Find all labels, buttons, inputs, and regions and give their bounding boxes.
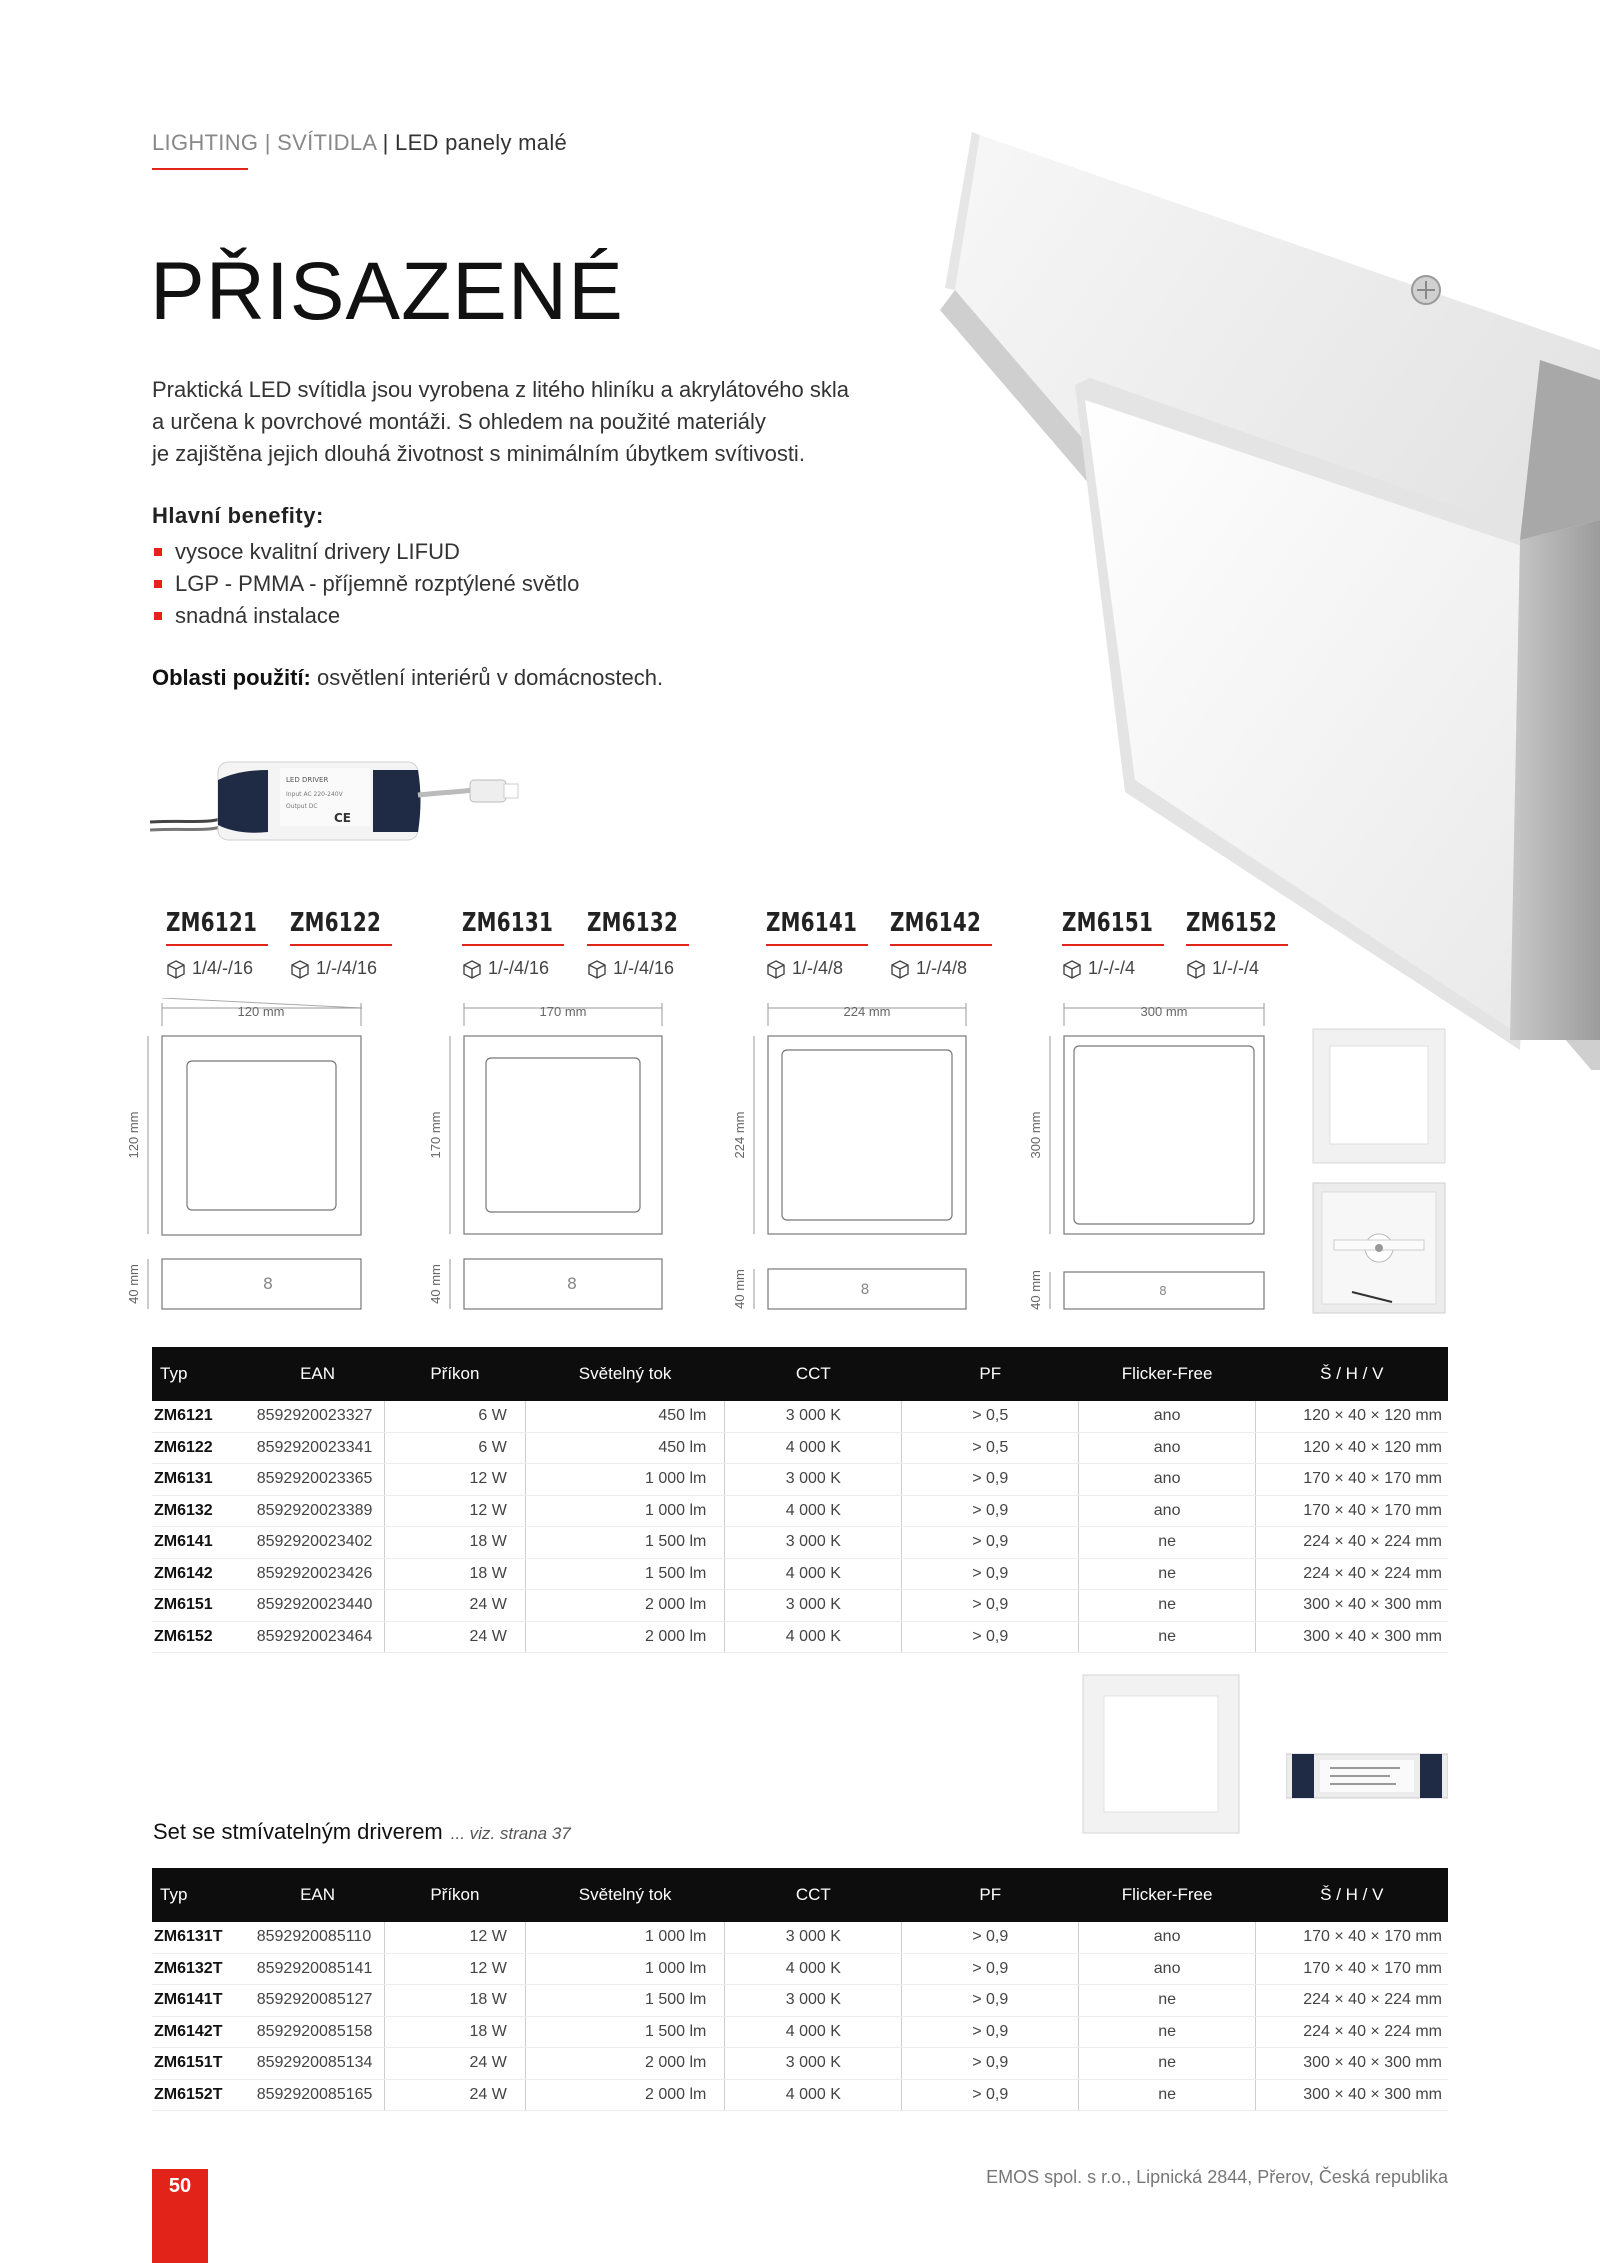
- cell-ean: 8592920023341: [251, 1432, 385, 1464]
- intro-line: Praktická LED svítidla jsou vyrobena z litého hliníku a akrylátového skla: [152, 377, 850, 402]
- packaging-text: 1/-/4/8: [792, 958, 844, 978]
- cell-power: 18 W: [384, 1985, 525, 2017]
- cell-power: 18 W: [384, 1527, 525, 1559]
- cell-ean: 8592920023402: [251, 1527, 385, 1559]
- column-header: EAN: [251, 1347, 385, 1401]
- cell-flicker-free: ano: [1079, 1432, 1256, 1464]
- cell-luminous-flux: 1 000 lm: [525, 1495, 725, 1527]
- benefit-item: [152, 568, 579, 600]
- width-dimension: 224 mm: [843, 1004, 891, 1019]
- height-dimension: 120 mm: [126, 1111, 141, 1159]
- product-back-photo: [1312, 1182, 1446, 1314]
- model-underline: [890, 944, 992, 946]
- bullet-icon: [154, 580, 162, 588]
- cell-dimensions: 120 × 40 × 120 mm: [1256, 1432, 1448, 1464]
- page-number: 50: [152, 2169, 208, 2263]
- cell-cct: 3 000 K: [725, 1590, 902, 1622]
- column-header: CCT: [725, 1347, 902, 1401]
- intro-paragraph: [152, 374, 912, 470]
- cell-pf: > 0,5: [902, 1401, 1079, 1432]
- usage-line: [152, 665, 663, 691]
- table-row: [152, 1922, 1448, 1953]
- set-section-title: [153, 1819, 571, 1845]
- footer-company: EMOS spol. s r.o., Lipnická 2844, Přerov, Česká republika: [986, 2167, 1448, 2187]
- box-icon: [890, 959, 910, 979]
- table-row: [152, 1401, 1448, 1432]
- depth-dimension: 40 mm: [126, 1264, 141, 1304]
- column-header: EAN: [251, 1868, 385, 1922]
- breadcrumb-separator: |: [264, 130, 271, 155]
- model-header: [1186, 908, 1293, 979]
- height-dimension: 170 mm: [428, 1111, 443, 1159]
- cell-pf: > 0,9: [902, 1985, 1079, 2017]
- packaging-text: 1/-/4/8: [916, 958, 968, 978]
- table-header-row: [152, 1868, 1448, 1922]
- cell-power: 6 W: [384, 1401, 525, 1432]
- cell-flicker-free: ano: [1079, 1401, 1256, 1432]
- model-code: ZM6131: [462, 908, 554, 938]
- cell-power: 12 W: [384, 1953, 525, 1985]
- cell-power: 12 W: [384, 1922, 525, 1953]
- cell-ean: 8592920023389: [251, 1495, 385, 1527]
- cell-cct: 3 000 K: [725, 1527, 902, 1559]
- svg-text:8: 8: [262, 1274, 274, 1293]
- cell-flicker-free: ne: [1079, 2048, 1256, 2080]
- box-icon: [766, 959, 786, 979]
- cell-ean: 8592920023426: [251, 1558, 385, 1590]
- cell-power: 12 W: [384, 1495, 525, 1527]
- cell-luminous-flux: 450 lm: [525, 1432, 725, 1464]
- column-header: Š / H / V: [1256, 1868, 1448, 1922]
- depth-dimension: 40 mm: [428, 1264, 443, 1304]
- cell-luminous-flux: 1 500 lm: [525, 2016, 725, 2048]
- cell-power: 18 W: [384, 2016, 525, 2048]
- cell-flicker-free: ne: [1079, 1527, 1256, 1559]
- packaging-info: [1186, 958, 1293, 979]
- column-header: Typ: [152, 1868, 251, 1922]
- cell-cct: 3 000 K: [725, 1922, 902, 1953]
- benefit-text: LGP - PMMA - příjemně rozptýlené světlo: [175, 571, 580, 596]
- cell-luminous-flux: 2 000 lm: [525, 2048, 725, 2080]
- cell-flicker-free: ano: [1079, 1953, 1256, 1985]
- table-row: [152, 1985, 1448, 2017]
- cell-dimensions: 224 × 40 × 224 mm: [1256, 1527, 1448, 1559]
- cell-luminous-flux: 1 000 lm: [525, 1953, 725, 1985]
- cell-dimensions: 224 × 40 × 224 mm: [1256, 1558, 1448, 1590]
- packaging-info: [587, 958, 694, 979]
- bullet-icon: [154, 612, 162, 620]
- cell-ean: 8592920085165: [251, 2079, 385, 2111]
- cell-luminous-flux: 1 500 lm: [525, 1527, 725, 1559]
- model-header: [890, 908, 997, 979]
- cell-type: ZM6142T: [152, 2016, 251, 2048]
- width-dimension: 120 mm: [237, 1004, 285, 1019]
- breadcrumb: [152, 130, 567, 156]
- packaging-text: 1/-/4/16: [488, 958, 550, 978]
- box-icon: [166, 959, 186, 979]
- cell-flicker-free: ne: [1079, 2016, 1256, 2048]
- cell-pf: > 0,9: [902, 1590, 1079, 1622]
- column-header: CCT: [725, 1868, 902, 1922]
- cell-type: ZM6141: [152, 1527, 251, 1559]
- cell-dimensions: 170 × 40 × 170 mm: [1256, 1464, 1448, 1496]
- model-code: ZM6122: [290, 908, 382, 938]
- cell-flicker-free: ano: [1079, 1495, 1256, 1527]
- column-header: Světelný tok: [525, 1347, 725, 1401]
- set-page-reference: ... viz. strana 37: [450, 1824, 571, 1843]
- cell-ean: 8592920085141: [251, 1953, 385, 1985]
- cell-cct: 4 000 K: [725, 2016, 902, 2048]
- benefit-item: [152, 600, 579, 632]
- svg-text:8: 8: [1159, 1284, 1167, 1298]
- svg-text:Output DC: Output DC: [286, 803, 318, 810]
- set-title-text: Set se stmívatelným driverem: [153, 1819, 443, 1844]
- model-header: [587, 908, 694, 979]
- cell-flicker-free: ne: [1079, 1558, 1256, 1590]
- cell-dimensions: 170 × 40 × 170 mm: [1256, 1953, 1448, 1985]
- cell-ean: 8592920085110: [251, 1922, 385, 1953]
- cell-flicker-free: ne: [1079, 1590, 1256, 1622]
- cell-cct: 3 000 K: [725, 1401, 902, 1432]
- model-underline: [766, 944, 868, 946]
- cell-power: 24 W: [384, 2048, 525, 2080]
- column-header: Flicker-Free: [1079, 1868, 1256, 1922]
- packaging-text: 1/-/-/4: [1088, 958, 1136, 978]
- cell-power: 6 W: [384, 1432, 525, 1464]
- cell-cct: 4 000 K: [725, 1953, 902, 1985]
- model-header: [1062, 908, 1169, 979]
- benefits-list: [152, 536, 579, 632]
- cell-type: ZM6122: [152, 1432, 251, 1464]
- technical-drawing: [722, 998, 972, 1318]
- benefits-heading: Hlavní benefity:: [152, 503, 324, 528]
- column-header: Světelný tok: [525, 1868, 725, 1922]
- svg-text:Input AC 220-240V: Input AC 220-240V: [286, 791, 343, 798]
- cell-pf: > 0,9: [902, 1464, 1079, 1496]
- model-underline: [290, 944, 392, 946]
- usage-text: osvětlení interiérů v domácnostech.: [317, 665, 664, 690]
- cell-type: ZM6132: [152, 1495, 251, 1527]
- table-row: [152, 1432, 1448, 1464]
- cell-type: ZM6131: [152, 1464, 251, 1496]
- svg-text:8: 8: [860, 1282, 870, 1298]
- box-icon: [290, 959, 310, 979]
- cell-power: 24 W: [384, 2079, 525, 2111]
- model-code: ZM6152: [1186, 908, 1278, 938]
- cell-ean: 8592920023440: [251, 1590, 385, 1622]
- cell-dimensions: 300 × 40 × 300 mm: [1256, 1590, 1448, 1622]
- packaging-info: [166, 958, 273, 979]
- column-header: Typ: [152, 1347, 251, 1401]
- cell-pf: > 0,9: [902, 2079, 1079, 2111]
- cell-ean: 8592920085158: [251, 2016, 385, 2048]
- cell-luminous-flux: 2 000 lm: [525, 1621, 725, 1653]
- cell-ean: 8592920023327: [251, 1401, 385, 1432]
- table-row: [152, 2016, 1448, 2048]
- depth-dimension: 40 mm: [1028, 1270, 1043, 1310]
- cell-flicker-free: ne: [1079, 2079, 1256, 2111]
- cell-pf: > 0,9: [902, 2016, 1079, 2048]
- column-header: Příkon: [384, 1347, 525, 1401]
- breadcrumb-underline: [152, 168, 248, 170]
- table-row: [152, 2048, 1448, 2080]
- cell-cct: 4 000 K: [725, 1432, 902, 1464]
- cell-power: 12 W: [384, 1464, 525, 1496]
- packaging-info: [290, 958, 397, 979]
- cell-type: ZM6141T: [152, 1985, 251, 2017]
- model-code: ZM6141: [766, 908, 858, 938]
- model-code: ZM6121: [166, 908, 258, 938]
- driver-photo: [148, 740, 548, 860]
- model-header: [462, 908, 569, 979]
- cell-type: ZM6132T: [152, 1953, 251, 1985]
- cell-pf: > 0,9: [902, 1527, 1079, 1559]
- model-header: [766, 908, 873, 979]
- cell-dimensions: 300 × 40 × 300 mm: [1256, 1621, 1448, 1653]
- cell-type: ZM6152: [152, 1621, 251, 1653]
- packaging-text: 1/-/4/16: [316, 958, 378, 978]
- height-dimension: 300 mm: [1028, 1111, 1043, 1159]
- intro-line: a určena k povrchové montáži. S ohledem na použité materiály: [152, 409, 766, 434]
- packaging-text: 1/4/-/16: [192, 958, 254, 978]
- cell-dimensions: 300 × 40 × 300 mm: [1256, 2048, 1448, 2080]
- box-icon: [587, 959, 607, 979]
- height-dimension: 224 mm: [732, 1111, 747, 1159]
- cell-luminous-flux: 2 000 lm: [525, 2079, 725, 2111]
- model-header: [290, 908, 397, 979]
- column-header: Flicker-Free: [1079, 1347, 1256, 1401]
- cell-pf: > 0,5: [902, 1432, 1079, 1464]
- dimmable-driver-photo: [1286, 1748, 1448, 1804]
- cell-flicker-free: ne: [1079, 1985, 1256, 2017]
- cell-power: 18 W: [384, 1558, 525, 1590]
- cell-dimensions: 120 × 40 × 120 mm: [1256, 1401, 1448, 1432]
- set-panel-photo: [1082, 1674, 1240, 1834]
- page-title: PŘISAZENÉ: [150, 246, 624, 337]
- cell-ean: 8592920085127: [251, 1985, 385, 2017]
- cell-ean: 8592920085134: [251, 2048, 385, 2080]
- cell-luminous-flux: 1 500 lm: [525, 1558, 725, 1590]
- model-code: ZM6142: [890, 908, 982, 938]
- cell-flicker-free: ne: [1079, 1621, 1256, 1653]
- model-underline: [462, 944, 564, 946]
- cell-type: ZM6151: [152, 1590, 251, 1622]
- table-row: [152, 1953, 1448, 1985]
- intro-line: je zajištěna jejich dlouhá životnost s minimálním úbytkem svítivosti.: [152, 441, 805, 466]
- svg-text:8: 8: [566, 1274, 578, 1293]
- cell-cct: 4 000 K: [725, 2079, 902, 2111]
- table-row: [152, 1621, 1448, 1653]
- breadcrumb-part-svitidla: SVÍTIDLA: [277, 130, 377, 155]
- cell-pf: > 0,9: [902, 1558, 1079, 1590]
- technical-drawing: [1020, 998, 1270, 1318]
- cell-cct: 3 000 K: [725, 1985, 902, 2017]
- box-icon: [1062, 959, 1082, 979]
- cell-luminous-flux: 1 500 lm: [525, 1985, 725, 2017]
- cell-dimensions: 170 × 40 × 170 mm: [1256, 1495, 1448, 1527]
- cell-luminous-flux: 1 000 lm: [525, 1464, 725, 1496]
- packaging-text: 1/-/-/4: [1212, 958, 1260, 978]
- spec-table-dimmable: [152, 1868, 1448, 2111]
- cell-type: ZM6121: [152, 1401, 251, 1432]
- cell-pf: > 0,9: [902, 1495, 1079, 1527]
- cell-luminous-flux: 450 lm: [525, 1401, 725, 1432]
- product-front-photo: [1312, 1028, 1446, 1164]
- cell-flicker-free: ano: [1079, 1922, 1256, 1953]
- packaging-text: 1/-/4/16: [613, 958, 675, 978]
- usage-label: Oblasti použití:: [152, 665, 311, 690]
- table-row: [152, 1464, 1448, 1496]
- model-code: ZM6151: [1062, 908, 1154, 938]
- table-header-row: [152, 1347, 1448, 1401]
- cell-ean: 8592920023365: [251, 1464, 385, 1496]
- packaging-info: [462, 958, 569, 979]
- packaging-info: [766, 958, 873, 979]
- breadcrumb-current: LED panely malé: [395, 130, 568, 155]
- column-header: PF: [902, 1868, 1079, 1922]
- cell-power: 24 W: [384, 1590, 525, 1622]
- cell-pf: > 0,9: [902, 1621, 1079, 1653]
- cell-dimensions: 300 × 40 × 300 mm: [1256, 2079, 1448, 2111]
- table-row: [152, 1590, 1448, 1622]
- cell-type: ZM6152T: [152, 2079, 251, 2111]
- model-underline: [1186, 944, 1288, 946]
- technical-drawing: [420, 998, 670, 1318]
- cell-cct: 3 000 K: [725, 2048, 902, 2080]
- packaging-info: [890, 958, 997, 979]
- model-underline: [1062, 944, 1164, 946]
- cell-cct: 3 000 K: [725, 1464, 902, 1496]
- table-row: [152, 2079, 1448, 2111]
- table-row: [152, 1495, 1448, 1527]
- benefit-text: vysoce kvalitní drivery LIFUD: [175, 539, 460, 564]
- cell-type: ZM6151T: [152, 2048, 251, 2080]
- svg-text:LED DRIVER: LED DRIVER: [286, 776, 329, 784]
- column-header: PF: [902, 1347, 1079, 1401]
- cell-type: ZM6131T: [152, 1922, 251, 1953]
- cell-cct: 4 000 K: [725, 1558, 902, 1590]
- cell-pf: > 0,9: [902, 1953, 1079, 1985]
- cell-cct: 4 000 K: [725, 1621, 902, 1653]
- model-underline: [587, 944, 689, 946]
- width-dimension: 170 mm: [539, 1004, 587, 1019]
- cell-dimensions: 224 × 40 × 224 mm: [1256, 1985, 1448, 2017]
- breadcrumb-separator: |: [382, 130, 389, 155]
- box-icon: [462, 959, 482, 979]
- cell-cct: 4 000 K: [725, 1495, 902, 1527]
- bullet-icon: [154, 548, 162, 556]
- cell-ean: 8592920023464: [251, 1621, 385, 1653]
- cell-pf: > 0,9: [902, 1922, 1079, 1953]
- cell-flicker-free: ano: [1079, 1464, 1256, 1496]
- model-underline: [166, 944, 268, 946]
- cell-power: 24 W: [384, 1621, 525, 1653]
- cell-dimensions: 224 × 40 × 224 mm: [1256, 2016, 1448, 2048]
- depth-dimension: 40 mm: [732, 1269, 747, 1309]
- svg-text:CE: CE: [334, 811, 352, 825]
- box-icon: [1186, 959, 1206, 979]
- cell-type: ZM6142: [152, 1558, 251, 1590]
- column-header: Příkon: [384, 1868, 525, 1922]
- cell-luminous-flux: 2 000 lm: [525, 1590, 725, 1622]
- technical-drawing: [120, 998, 370, 1318]
- model-header: [166, 908, 273, 979]
- cell-luminous-flux: 1 000 lm: [525, 1922, 725, 1953]
- model-code: ZM6132: [587, 908, 679, 938]
- cell-pf: > 0,9: [902, 2048, 1079, 2080]
- benefit-text: snadná instalace: [175, 603, 341, 628]
- cell-dimensions: 170 × 40 × 170 mm: [1256, 1922, 1448, 1953]
- table-row: [152, 1558, 1448, 1590]
- table-row: [152, 1527, 1448, 1559]
- spec-table: [152, 1347, 1448, 1653]
- packaging-info: [1062, 958, 1169, 979]
- benefit-item: [152, 536, 579, 568]
- breadcrumb-part-lighting: LIGHTING: [152, 130, 259, 155]
- width-dimension: 300 mm: [1140, 1004, 1188, 1019]
- column-header: Š / H / V: [1256, 1347, 1448, 1401]
